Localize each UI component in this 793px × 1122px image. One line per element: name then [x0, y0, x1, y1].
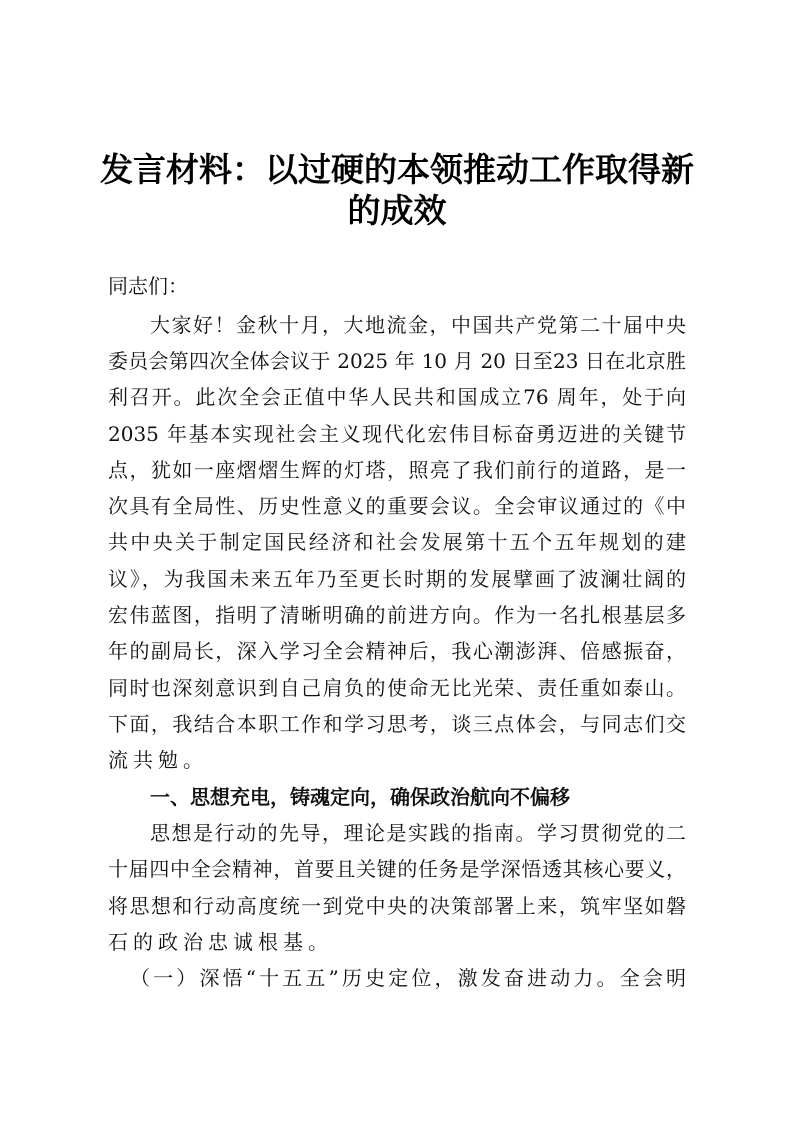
body-line: 委员会第四次全体会议于 2025 年 10 月 20 日至23 日在北京胜: [108, 349, 686, 373]
body-line: 十届四中全会精神，首要且关键的任务是学深悟透其核心要义，: [108, 857, 686, 881]
body-line: 2035 年基本实现社会主义现代化宏伟目标奋勇迈进的关键节: [108, 422, 686, 446]
section-heading-1: 一、思想充电，铸魂定向，确保政治航向不偏移: [150, 785, 570, 809]
body-line: 年的副局长，深入学习全会精神后，我心潮澎湃、倍感振奋，: [108, 639, 686, 663]
body-line: 流共勉。: [108, 748, 208, 772]
body-line: 大家好！金秋十月，大地流金，中国共产党第二十届中央: [150, 313, 686, 337]
document-title-line-1: 发言材料：以过硬的本领推动工作取得新: [100, 150, 694, 189]
body-line: 共中央关于制定国民经济和社会发展第十五个五年规划的建: [108, 530, 686, 554]
body-line: 将思想和行动高度统一到党中央的决策部署上来，筑牢坚如磐: [108, 894, 686, 918]
body-line: 宏伟蓝图，指明了清晰明确的前进方向。作为一名扎根基层多: [108, 603, 686, 627]
body-line: 同时也深刻意识到自己肩负的使命无比光荣、责任重如泰山。: [108, 676, 686, 700]
body-line: 思想是行动的先导，理论是实践的指南。学习贯彻党的二: [150, 821, 686, 845]
body-line: 下面，我结合本职工作和学习思考，谈三点体会，与同志们交: [108, 712, 686, 736]
body-line: 点，犹如一座熠熠生辉的灯塔，照亮了我们前行的道路，是一: [108, 458, 686, 482]
body-line: 次具有全局性、历史性意义的重要会议。全会审议通过的《中: [108, 494, 686, 518]
body-line: 石的政治忠诚根基。: [108, 930, 333, 954]
subsection-line: （一）深悟“十五五”历史定位，激发奋进动力。全会明: [130, 966, 686, 990]
body-line: 利召开。此次全会正值中华人民共和国成立76 周年，处于向: [108, 385, 686, 409]
body-line: 议》，为我国未来五年乃至更长时期的发展擘画了波澜壮阔的: [108, 567, 686, 591]
document-title-line-2: 的成效: [347, 191, 447, 230]
salutation: 同志们：: [108, 274, 188, 298]
